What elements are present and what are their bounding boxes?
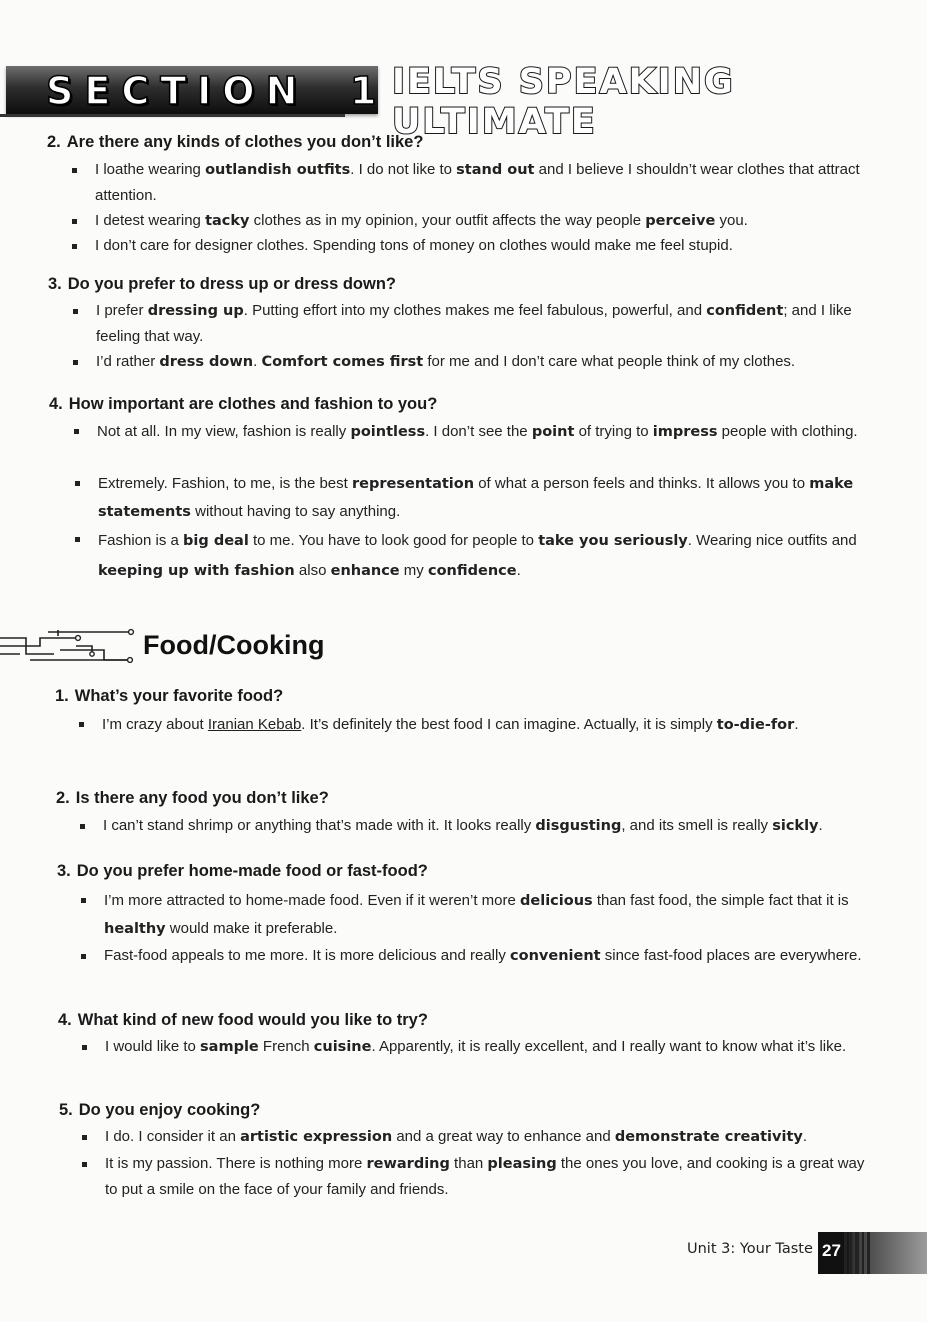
topic-title: Food/Cooking (143, 630, 325, 660)
vocab-term: convenient (510, 948, 601, 964)
vocab-term: pleasing (487, 1156, 557, 1172)
answer-text: I’m crazy about (102, 716, 208, 733)
answer-text: . (818, 817, 823, 834)
answer-text: would make it preferable. (165, 920, 338, 937)
answer-text: you. (715, 212, 748, 229)
vocab-term: stand out (456, 162, 535, 178)
page-tab-stripes (842, 1232, 878, 1274)
answer-bullet (95, 233, 860, 259)
answer-bullet (96, 349, 861, 375)
answer-text: people with clothing. (717, 423, 858, 440)
answer-text: Fast-food appeals to me more. It is more delicious and really (104, 947, 511, 964)
answer-text: Fashion is a (98, 532, 184, 549)
vocab-term: demonstrate creativity (614, 1129, 803, 1145)
vocab-term: make statements (98, 476, 854, 520)
question-heading: 2. Are there any kinds of clothes you don’t like? (47, 133, 424, 151)
answer-text: I’m more attracted to home-made food. Even if it weren’t more (104, 892, 521, 909)
answer-bullet (103, 813, 873, 839)
question-heading: 5. Do you enjoy cooking? (59, 1101, 261, 1119)
answer-text: clothes as in my opinion, your outfit affects the way people (249, 212, 646, 229)
answer-text: It is my passion. There is nothing more (105, 1155, 367, 1172)
answer-bullet (104, 887, 866, 943)
vocab-term: cuisine (313, 1039, 372, 1055)
answer-text: . Wearing nice outfits and (687, 532, 857, 549)
answer-text: I loathe wearing (95, 161, 206, 178)
answer-text: also (294, 562, 331, 579)
answer-text: I’d rather (96, 353, 160, 370)
answer-text: . (794, 716, 799, 733)
question-heading: 3. Do you prefer home-made food or fast-food? (57, 862, 428, 880)
answer-text: my (399, 562, 428, 579)
answer-text: I detest wearing (95, 212, 206, 229)
answer-text: the ones you love, and cooking is a great way to put a smile on the face of your family and friends. (105, 1155, 865, 1198)
answer-text: since fast-food places are everywhere. (600, 947, 862, 964)
vocab-term: to-die-for (716, 717, 795, 733)
vocab-term: rewarding (366, 1156, 450, 1172)
topic-circuit-icon (0, 626, 140, 666)
answer-text: without having to say anything. (190, 503, 401, 520)
question-heading: 3. Do you prefer to dress up or dress down? (48, 275, 396, 293)
vocab-term: perceive (645, 213, 716, 229)
answer-bullet (96, 298, 861, 350)
answer-text: I do. I consider it an (105, 1128, 241, 1145)
question-heading: 1. What’s your favorite food? (55, 687, 284, 705)
answer-text: Not at all. In my view, fashion is really (97, 423, 351, 440)
answer-text: French (258, 1038, 314, 1055)
answer-text: . I don’t see the (425, 423, 532, 440)
vocab-term: point (531, 424, 575, 440)
answer-bullet (104, 943, 866, 969)
vocab-term: outlandish outfits (205, 162, 351, 178)
answer-text: of what a person feels and thinks. It allows you to (474, 475, 810, 492)
answer-text: . I do not like to (350, 161, 457, 178)
answer-text: than fast food, the simple fact that it is (592, 892, 849, 909)
section-label: SECTION (46, 69, 309, 113)
answer-text: and a great way to enhance and (392, 1128, 615, 1145)
unit-label: Unit 3: Your Taste (687, 1241, 813, 1257)
answer-text: ; and I like feeling that way. (96, 302, 852, 345)
answer-text: for me and I don’t care what people think of my clothes. (423, 353, 796, 370)
vocab-term: Comfort comes first (261, 354, 424, 370)
answer-text: . (253, 353, 262, 370)
answer-bullet (105, 1124, 865, 1150)
brand-title: IELTS SPEAKING ULTIMATE (392, 62, 735, 142)
answer-text: . Putting effort into my clothes makes me feel fabulous, powerful, and (243, 302, 707, 319)
question-heading: 2. Is there any food you don’t like? (56, 789, 329, 807)
answer-bullet (105, 1151, 865, 1203)
answer-bullet (98, 470, 866, 526)
section-banner (6, 66, 378, 114)
vocab-term: confidence (427, 563, 517, 579)
underlined-term: Iranian Kebab (207, 716, 302, 733)
answer-text: . (516, 562, 521, 579)
answer-bullet (98, 526, 866, 586)
answer-text: . It’s definitely the best food I can imagine. Actually, it is simply (301, 716, 717, 733)
answer-text: . Apparently, it is really excellent, and I really want to know what it’s like. (371, 1038, 847, 1055)
answer-text: I can’t stand shrimp or anything that’s made with it. It looks really (103, 817, 536, 834)
vocab-term: take you seriously (538, 533, 688, 549)
header-underline (0, 114, 345, 117)
answer-bullet (105, 1034, 865, 1060)
vocab-term: impress (652, 424, 718, 440)
answer-bullet (97, 418, 865, 446)
question-heading: 4. How important are clothes and fashion to you? (49, 395, 438, 413)
answer-bullet (95, 208, 860, 234)
answer-text: I prefer (96, 302, 148, 319)
answer-text: I would like to (105, 1038, 201, 1055)
answer-text: . (802, 1128, 808, 1145)
vocab-term: big deal (183, 533, 249, 549)
answer-text: of trying to (574, 423, 653, 440)
vocab-term: keeping up with fashion (98, 563, 295, 579)
vocab-term: sickly (772, 818, 819, 834)
vocab-term: tacky (205, 213, 250, 229)
question-heading: 4. What kind of new food would you like to try? (58, 1011, 428, 1029)
vocab-term: disgusting (535, 818, 622, 834)
section-number: 1 (350, 69, 377, 113)
vocab-term: healthy (104, 921, 166, 937)
page-number: 27 (822, 1241, 841, 1260)
answer-text: to me. You have to look good for people to (248, 532, 539, 549)
answer-text: , and its smell is really (621, 817, 773, 834)
answer-bullet (95, 157, 860, 209)
answer-text: Extremely. Fashion, to me, is the best (98, 475, 352, 492)
vocab-term: delicious (520, 893, 593, 909)
vocab-term: confident (706, 303, 784, 319)
vocab-term: representation (352, 476, 475, 492)
answer-text: and I believe I shouldn’t wear clothes that attract attention. (95, 161, 860, 204)
answer-bullet (102, 711, 840, 739)
vocab-term: pointless (350, 424, 426, 440)
vocab-term: dressing up (147, 303, 244, 319)
vocab-term: sample (200, 1039, 259, 1055)
answer-text: than (449, 1155, 488, 1172)
vocab-term: dress down (159, 354, 254, 370)
answer-text: I don’t care for designer clothes. Spending tons of money on clothes would make me feel stupid. (95, 237, 733, 254)
vocab-term: enhance (330, 563, 400, 579)
vocab-term: artistic expression (240, 1129, 393, 1145)
